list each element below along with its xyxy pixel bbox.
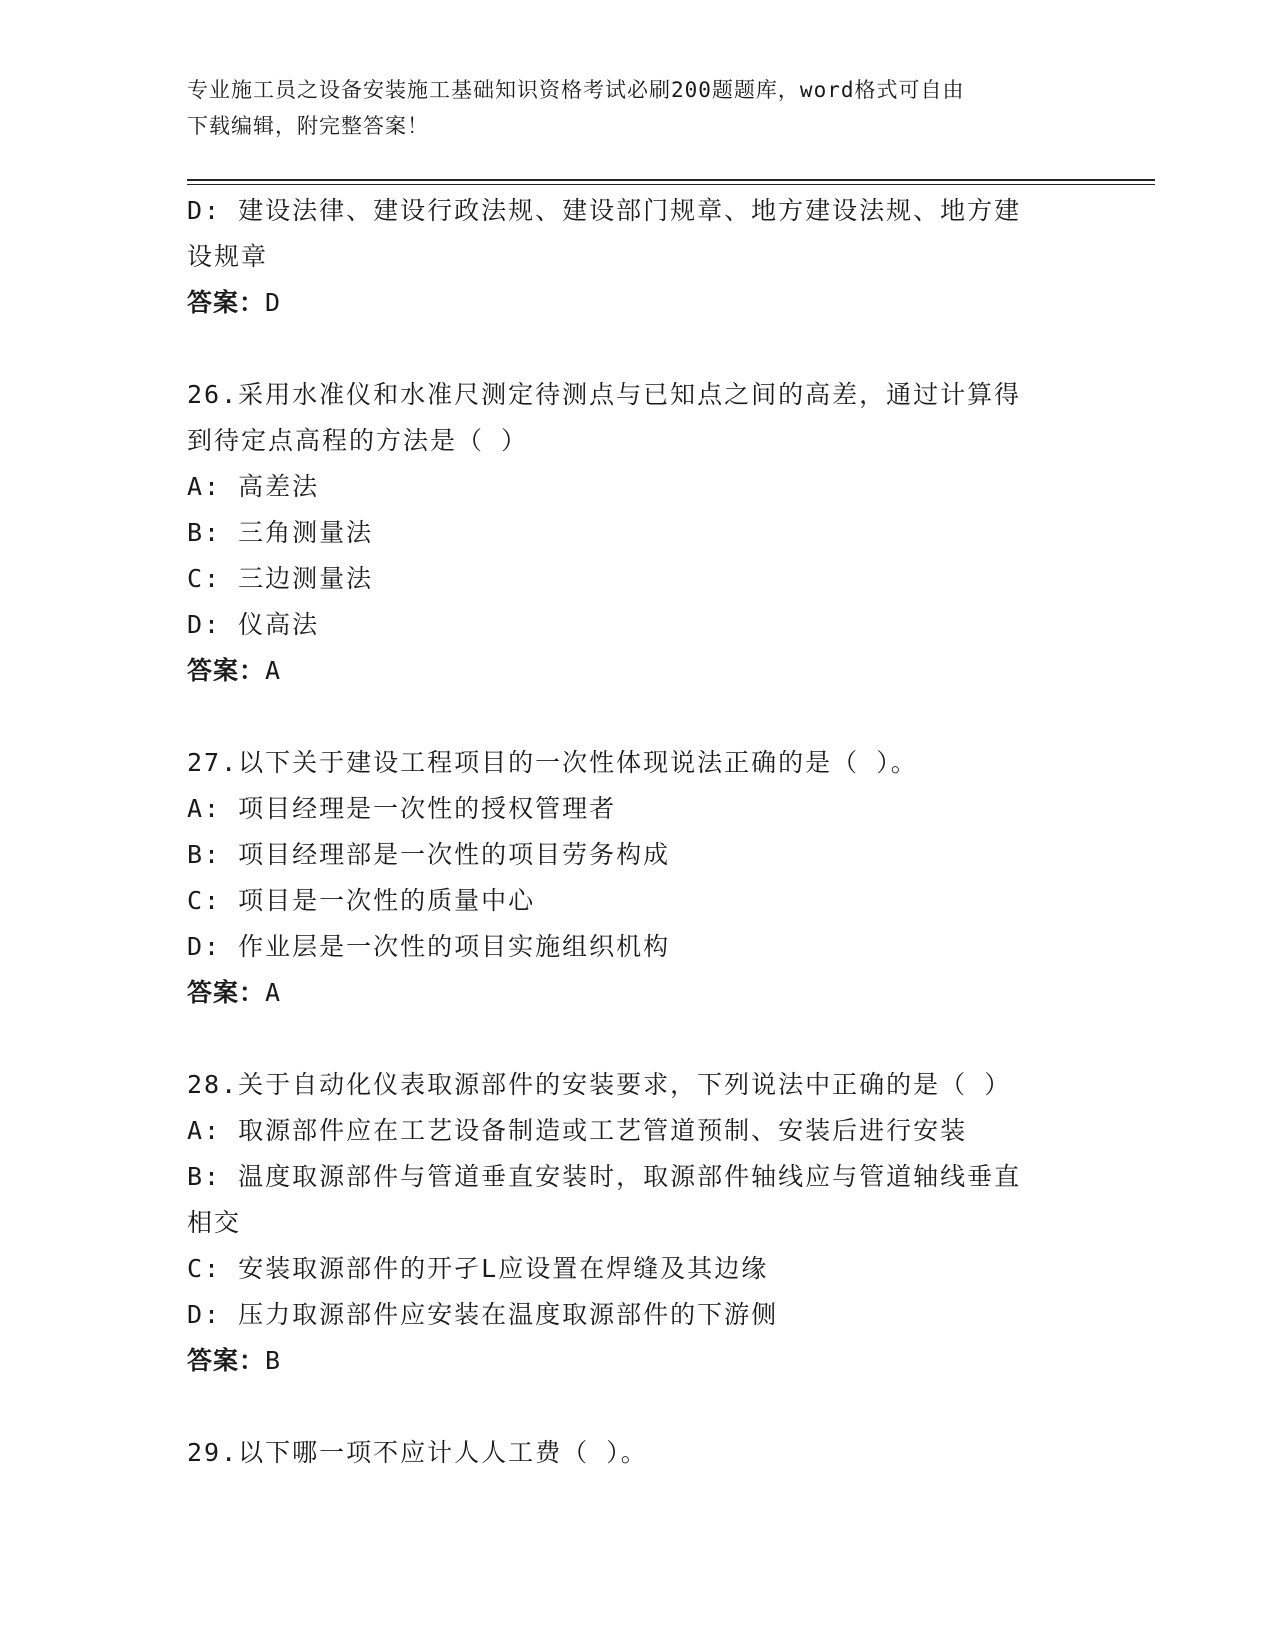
spacer	[187, 694, 1087, 740]
question-29	[187, 1430, 1087, 1476]
spacer	[187, 1384, 1087, 1430]
question-stem: 27.以下关于建设工程项目的一次性体现说法正确的是（ ）。	[187, 748, 918, 777]
answer-label: 答案：	[187, 1346, 266, 1375]
option-c: C: 安装取源部件的开孑L应设置在焊缝及其边缘	[187, 1254, 769, 1283]
document-body	[187, 188, 1087, 1476]
option-d: D: 建设法律、建设行政法规、建设部门规章、地方建设法规、地方建	[187, 196, 1022, 225]
option-d: D: 压力取源部件应安装在温度取源部件的下游侧	[187, 1300, 779, 1329]
answer-line	[187, 280, 1087, 326]
answer-value: D	[265, 288, 282, 317]
option-b: B: 项目经理部是一次性的项目劳务构成	[187, 840, 671, 869]
option-d: D: 作业层是一次性的项目实施组织机构	[187, 932, 671, 961]
question-stem: 28.关于自动化仪表取源部件的安装要求，下列说法中正确的是（ ）	[187, 1070, 1012, 1099]
header-divider-thick	[187, 179, 1155, 181]
question-25-tail	[187, 188, 1087, 326]
answer-line	[187, 970, 1087, 1016]
question-26	[187, 372, 1087, 694]
option-d-continued: 设规章	[187, 242, 269, 271]
answer-line	[187, 648, 1087, 694]
option-b-continued: 相交	[187, 1208, 242, 1237]
answer-label: 答案：	[187, 656, 266, 685]
option-a: A: 项目经理是一次性的授权管理者	[187, 794, 617, 823]
header-divider-thin	[187, 184, 1155, 185]
header-line-1: 专业施工员之设备安装施工基础知识资格考试必刷200题题库，word格式可自由	[187, 78, 965, 102]
answer-value: A	[265, 656, 282, 685]
answer-label: 答案：	[187, 288, 266, 317]
question-28	[187, 1062, 1087, 1384]
question-27	[187, 740, 1087, 1016]
spacer	[187, 326, 1087, 372]
option-a: A: 高差法	[187, 472, 320, 501]
option-a: A: 取源部件应在工艺设备制造或工艺管道预制、安装后进行安装	[187, 1116, 968, 1145]
option-d: D: 仪高法	[187, 610, 320, 639]
answer-value: A	[265, 978, 282, 1007]
question-stem-continued: 到待定点高程的方法是（ ）	[187, 426, 529, 455]
answer-label: 答案：	[187, 978, 266, 1007]
option-c: C: 三边测量法	[187, 564, 374, 593]
option-c: C: 项目是一次性的质量中心	[187, 886, 536, 915]
question-stem: 29.以下哪一项不应计人人工费（ ）。	[187, 1438, 648, 1467]
option-b: B: 温度取源部件与管道垂直安装时，取源部件轴线应与管道轴线垂直	[187, 1162, 1022, 1191]
question-stem: 26.采用水准仪和水准尺测定待测点与已知点之间的高差，通过计算得	[187, 380, 1022, 409]
spacer	[187, 1016, 1087, 1062]
document-header	[187, 72, 1067, 144]
header-line-2: 下载编辑，附完整答案！	[187, 114, 429, 138]
answer-value: B	[265, 1346, 282, 1375]
option-b: B: 三角测量法	[187, 518, 374, 547]
answer-line	[187, 1338, 1087, 1384]
